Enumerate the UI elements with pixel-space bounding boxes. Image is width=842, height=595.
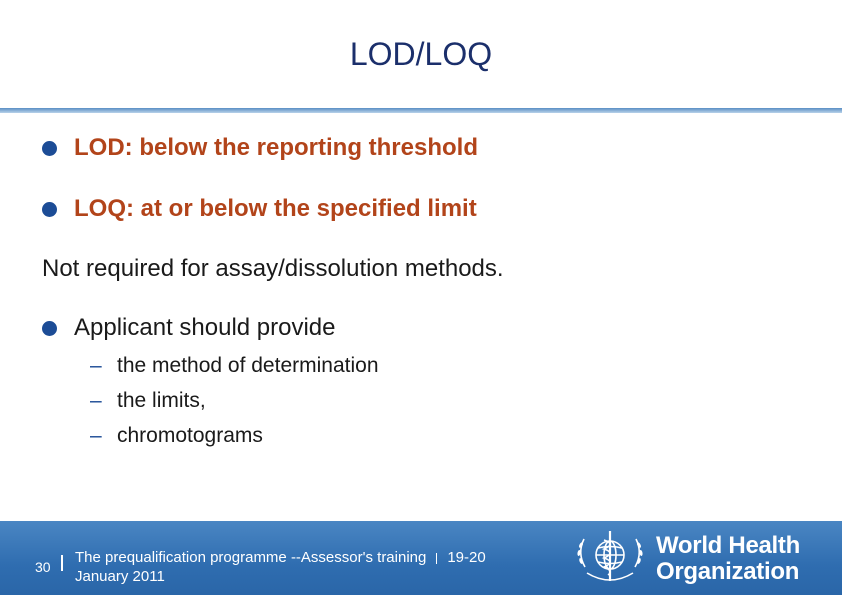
bullet-loq — [42, 195, 477, 223]
footer-dates: 19-20 — [447, 549, 486, 566]
slide-title: LOD/LOQ — [349, 36, 493, 72]
note-text: Not required for assay/dissolution methods. — [42, 255, 504, 282]
who-wordmark-line1: World Health — [656, 532, 800, 559]
dash-marker: – — [90, 424, 102, 447]
bullet-lod-text: LOD: below the reporting threshold — [74, 134, 478, 161]
footer-programme-text: The prequalification programme --Assessor's training — [75, 549, 427, 566]
bullet-applicant — [42, 314, 336, 342]
bullet-loq-text: LOQ: at or below the specified limit — [74, 195, 477, 222]
sublist-item — [90, 388, 379, 423]
title-divider — [0, 108, 842, 113]
page-number-separator — [61, 555, 63, 571]
sublist-item-text: the method of determination — [117, 354, 379, 377]
page-number: 30 — [35, 559, 51, 575]
sublist-item-text: the limits, — [117, 389, 206, 412]
applicant-sublist — [90, 353, 379, 458]
sublist-item — [90, 423, 379, 458]
bullet-dot-icon — [42, 321, 57, 336]
bullet-lod — [42, 134, 478, 162]
bullet-dot-icon — [42, 202, 57, 217]
footer-separator — [436, 553, 437, 564]
dash-marker: – — [90, 354, 102, 377]
footer-bar — [0, 521, 842, 595]
who-wordmark — [656, 533, 800, 585]
dash-marker: – — [90, 389, 102, 412]
sublist-item — [90, 353, 379, 388]
bullet-applicant-text: Applicant should provide — [74, 314, 336, 341]
bullet-dot-icon — [42, 141, 57, 156]
who-emblem-icon — [571, 525, 649, 591]
sublist-item-text: chromotograms — [117, 424, 263, 447]
footer-caption — [75, 548, 555, 586]
footer-month-year: January 2011 — [75, 568, 165, 585]
who-wordmark-line2: Organization — [656, 558, 800, 585]
